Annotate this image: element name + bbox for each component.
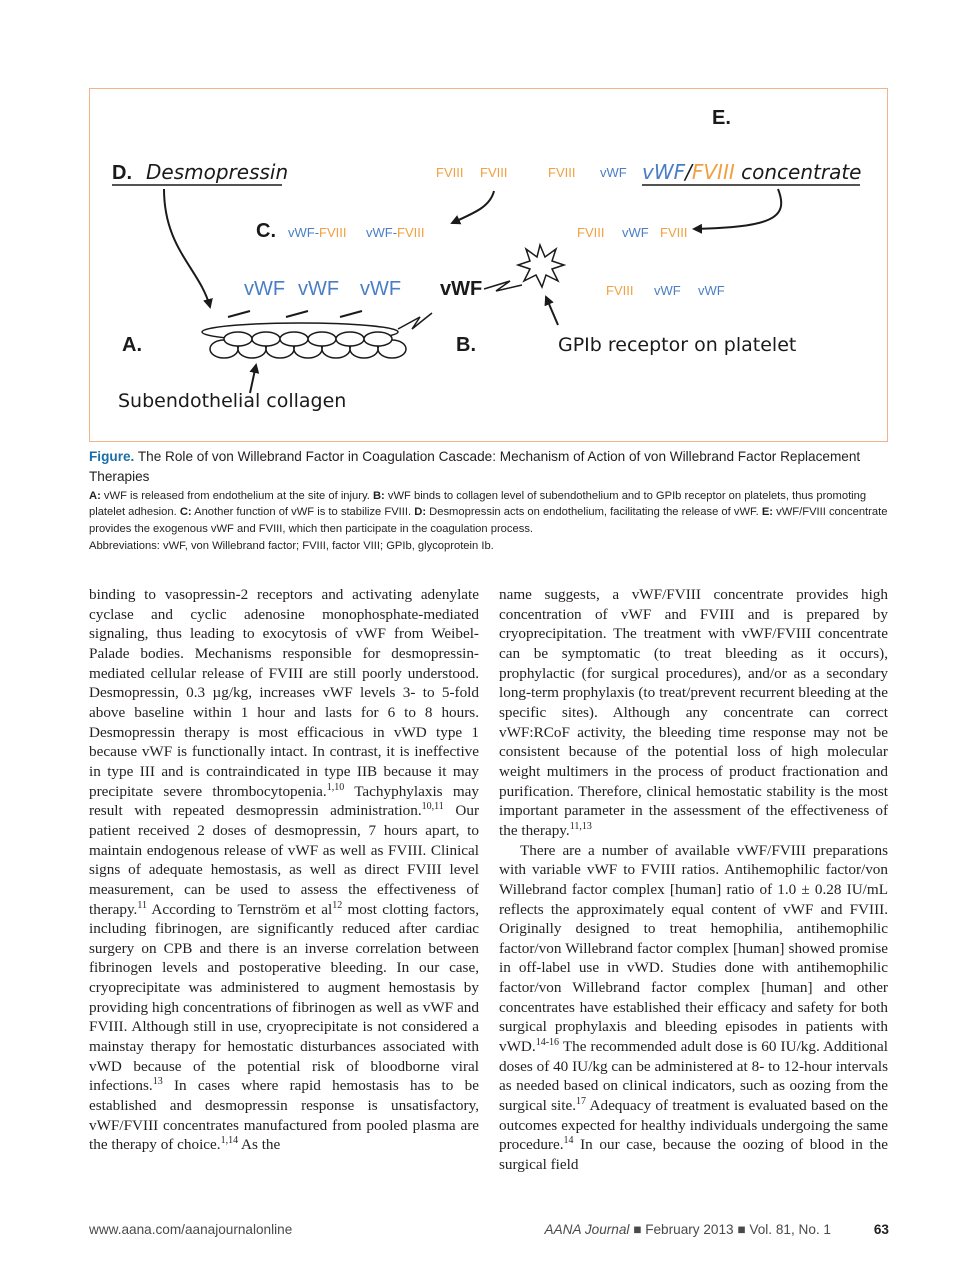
caption-b-text: vWF binds to collagen level of subendothelium and to GPIb receptor on platelets, thus promoting platelet adhesion. bbox=[89, 490, 867, 519]
citation-ref: 11,13 bbox=[569, 820, 592, 832]
fviii-top-2: FVIII bbox=[480, 165, 508, 180]
injury-zigzag bbox=[398, 313, 432, 329]
issue-date: February 2013 bbox=[645, 1222, 734, 1237]
left-p1-text-f: In cases where rapid hemostasis has to be established and desmopressin response is unsatisfactory, vWF/FVIII concentrates manufactured from pooled plasma are the therapy of choice. bbox=[89, 1077, 479, 1154]
footer-url[interactable]: www.aana.com/aanajournalonline bbox=[89, 1222, 293, 1237]
page-footer bbox=[89, 1222, 889, 1242]
left-paragraph-1 bbox=[89, 585, 479, 1155]
label-e: E. bbox=[712, 107, 731, 129]
concentrate-arrow bbox=[694, 189, 781, 229]
right-p1-text-a: name suggests, a vWF/FVIII concentrate provides high concentration of vWF and FVIII and is prepared by cryoprecipitation. The treatment with vWF/FVIII concentrate can be symptomatic (to treat bleeding as it occurs), prophylactic (for surgical procedures), and/or as a secondary long-term prophylaxis (to treat/prevent recurrent bleeding at the specific sites). Although any concentrate can correct vWF:RCoF activity, the bleeding time response may not be consistent because of the potential loss of high molecular weight multimers in the process of product fractionation and purification. Therefore, clinical hemostatic stability is the most important parameter in the assessment of the effectiveness of the therapy. bbox=[499, 586, 888, 839]
caption-d-text: Desmopressin acts on endothelium, facilitating the release of vWF. bbox=[426, 506, 762, 519]
fviii-mid-1: FVIII bbox=[577, 225, 605, 240]
concentrate-label bbox=[642, 160, 861, 184]
vwf-dash-2 bbox=[286, 311, 308, 317]
fviii-mid-2: FVIII bbox=[660, 225, 688, 240]
concentrate-word: concentrate bbox=[734, 160, 862, 184]
vwf-released-1: vWF bbox=[244, 278, 286, 300]
vwf-dash-3 bbox=[340, 311, 362, 317]
right-p2-text-a: There are a number of available vWF/FVIII preparations with variable vWF to FVIII ratios. Antihemophilic factor/von Willebrand factor complex [human] ratio of 1.0 ± 0.28 IU/mL reflects the approximately equal content of vWF and FVIII. Originally designed to treat hemophilia, antihemophilic factor/von Willebrand factor complex [human] showed promise in off-label use in vWD. Studies done with antihemophilic factor/von Willebrand factor complex [human] and other concentrates have established their efficacy and safety for both surgical prophylaxis and bleeding episodes in patients with vWD. bbox=[499, 841, 888, 1056]
left-p1-text-g: As the bbox=[238, 1136, 281, 1154]
caption-title-text: The Role of von Willebrand Factor in Coagulation Cascade: Mechanism of Action of von Willebrand Factor Replacement Therapies bbox=[89, 449, 861, 484]
gpib-receptor-label: GPIb receptor on platelet bbox=[558, 334, 797, 356]
body-column-right bbox=[499, 585, 888, 1175]
fviii-top-1: FVIII bbox=[436, 165, 464, 180]
right-paragraph-1 bbox=[499, 585, 888, 841]
label-b: B. bbox=[456, 334, 476, 356]
right-paragraph-2 bbox=[499, 841, 888, 1175]
platelet-starburst bbox=[518, 245, 564, 287]
vwf-concentrate-left: vWF bbox=[600, 165, 627, 180]
caption-b-label: B: bbox=[372, 490, 385, 502]
vwf-released-3: vWF bbox=[360, 278, 402, 300]
fviii-low: FVIII bbox=[606, 283, 634, 298]
right-p2-text-d: In our case, because the oozing of blood in the surgical field bbox=[499, 1136, 888, 1174]
caption-a-label: A: bbox=[89, 490, 101, 502]
citation-ref: 14-16 bbox=[535, 1037, 560, 1049]
citation-ref: 11 bbox=[137, 899, 147, 911]
caption-e-label: E: bbox=[761, 506, 774, 519]
citation-ref: 14 bbox=[563, 1135, 574, 1147]
collagen-arrow bbox=[250, 365, 256, 393]
vwf-bound-label: vWF bbox=[440, 278, 483, 300]
complex-2-fviii: FVIII bbox=[397, 225, 425, 240]
complex-1-vwf: vWF- bbox=[288, 225, 320, 240]
vwf-fviii-complex-2 bbox=[366, 225, 425, 240]
footer-separator: ■ bbox=[629, 1222, 646, 1237]
right-p2-text-c: Adequacy of treatment is evaluated based on the outcomes expected for healthy individuals undergoing the same procedure. bbox=[499, 1097, 888, 1154]
vwf-fviii-complex-1 bbox=[288, 225, 347, 240]
figure-caption bbox=[89, 447, 889, 555]
footer-separator: ■ bbox=[733, 1222, 750, 1237]
caption-body bbox=[89, 488, 889, 537]
desmopressin-label: Desmopressin bbox=[146, 160, 289, 184]
vwf-low-1: vWF bbox=[654, 283, 681, 298]
vwf-mid: vWF bbox=[622, 225, 649, 240]
caption-d-label: D: bbox=[414, 506, 427, 519]
caption-e-text: vWF/FVIII concentrate provides the exogenous vWF and FVIII, which then participate in the coagulation process. bbox=[89, 506, 888, 535]
left-p1-text-d: According to Ternström et al bbox=[147, 900, 333, 918]
complex-2-vwf: vWF- bbox=[366, 225, 398, 240]
caption-a-text: vWF is released from endothelium at the site of injury. bbox=[100, 490, 373, 502]
vwf-low-2: vWF bbox=[698, 283, 725, 298]
caption-abbreviations: Abbreviations: vWF, von Willebrand factor; FVIII, factor VIII; GPIb, glycoprotein Ib. bbox=[89, 540, 494, 553]
vwf-zigzag bbox=[484, 281, 522, 291]
vwf-mechanism-diagram bbox=[90, 89, 889, 443]
label-d: D. bbox=[112, 162, 132, 184]
concentrate-fviii: FVIII bbox=[691, 160, 735, 184]
concentrate-vwf: vWF bbox=[642, 160, 686, 184]
citation-ref: 1,10 bbox=[326, 781, 345, 793]
page-number: 63 bbox=[873, 1222, 889, 1237]
left-p1-text-c: Our patient received 2 doses of desmopressin, 7 hours apart, to maintain endogenous release of vWF as well as FVIII. Clinical signs of adequate hemostasis, as well as direct FVIII level measurement, can be used to assess the effectiveness of therapy. bbox=[89, 802, 480, 918]
subendothelial-collagen-label: Subendothelial collagen bbox=[118, 390, 347, 412]
footer-journal-info bbox=[545, 1222, 831, 1237]
concentrate-slash: / bbox=[685, 160, 692, 184]
right-p2-text-b: The recommended adult dose is 60 IU/kg. Additional doses of 40 IU/kg can be administered at 8- to 12-hour intervals as needed based on clinical indicators, such as oozing from the surgical site. bbox=[499, 1038, 888, 1115]
gpib-arrow bbox=[546, 297, 558, 325]
left-p1-text-b: Tachyphylaxis may result with repeated desmopressin administration. bbox=[89, 782, 479, 820]
citation-ref: 10,11 bbox=[421, 801, 444, 813]
figure-label: Figure. bbox=[89, 449, 135, 464]
citation-ref: 12 bbox=[332, 899, 343, 911]
desmopressin-arrow bbox=[164, 189, 210, 307]
complex-1-fviii: FVIII bbox=[319, 225, 347, 240]
journal-name: AANA Journal bbox=[544, 1222, 630, 1237]
subendothelium-cells bbox=[202, 323, 406, 358]
vwf-dash-1 bbox=[228, 311, 250, 317]
fviii-to-c-arrow bbox=[452, 191, 494, 223]
citation-ref: 13 bbox=[152, 1076, 163, 1088]
left-p1-text-a: binding to vasopressin-2 receptors and activating adenylate cyclase and cyclic adenosine monophosphate-mediated signaling, thus leading to exocytosis of vWF from Weibel-Palade bodies. Mechanisms responsible for desmopressin-mediated cellular release of FVIII are still poorly understood. Desmopressin, 0.3 µg/kg, increases vWF levels 3- to 5-fold above baseline within 1 hour and lasts for 6 to 8 hours. Desmopressin therapy is most efficacious in vWD type 1 because vWF is functionally intact. In contrast, it is ineffective in type III and is contraindicated in type IIB because it may precipitate severe thrombocytopenia. bbox=[89, 586, 479, 800]
vwf-released-2: vWF bbox=[298, 278, 340, 300]
caption-c-label: C: bbox=[179, 506, 192, 519]
caption-c-text: Another function of vWF is to stabilize FVIII. bbox=[191, 506, 415, 519]
citation-ref: 17 bbox=[576, 1096, 587, 1107]
label-c: C. bbox=[256, 220, 276, 242]
figure-panel bbox=[89, 88, 888, 442]
left-p1-text-e: most clotting factors, including fibrinogen, are significantly reduced after cardiac surgery on CPB and there is an inverse correlation between fibrinogen levels and postoperative bleeding. In our case, cryoprecipitate was administered to augment hemostasis by providing high concentrations of fibrinogen as well as vWF and FVIII. Although still in use, cryoprecipitate is not considered a mainstay therapy for hemostatic disturbances associated with vWD because of the potential risk of bloodborne viral infections. bbox=[89, 900, 479, 1095]
citation-ref: 1,14 bbox=[220, 1135, 239, 1147]
caption-title bbox=[89, 447, 889, 487]
volume-info: Vol. 81, No. 1 bbox=[749, 1222, 831, 1237]
label-a: A. bbox=[122, 334, 142, 356]
fviii-concentrate-left: FVIII bbox=[548, 165, 576, 180]
body-column-left bbox=[89, 585, 479, 1155]
